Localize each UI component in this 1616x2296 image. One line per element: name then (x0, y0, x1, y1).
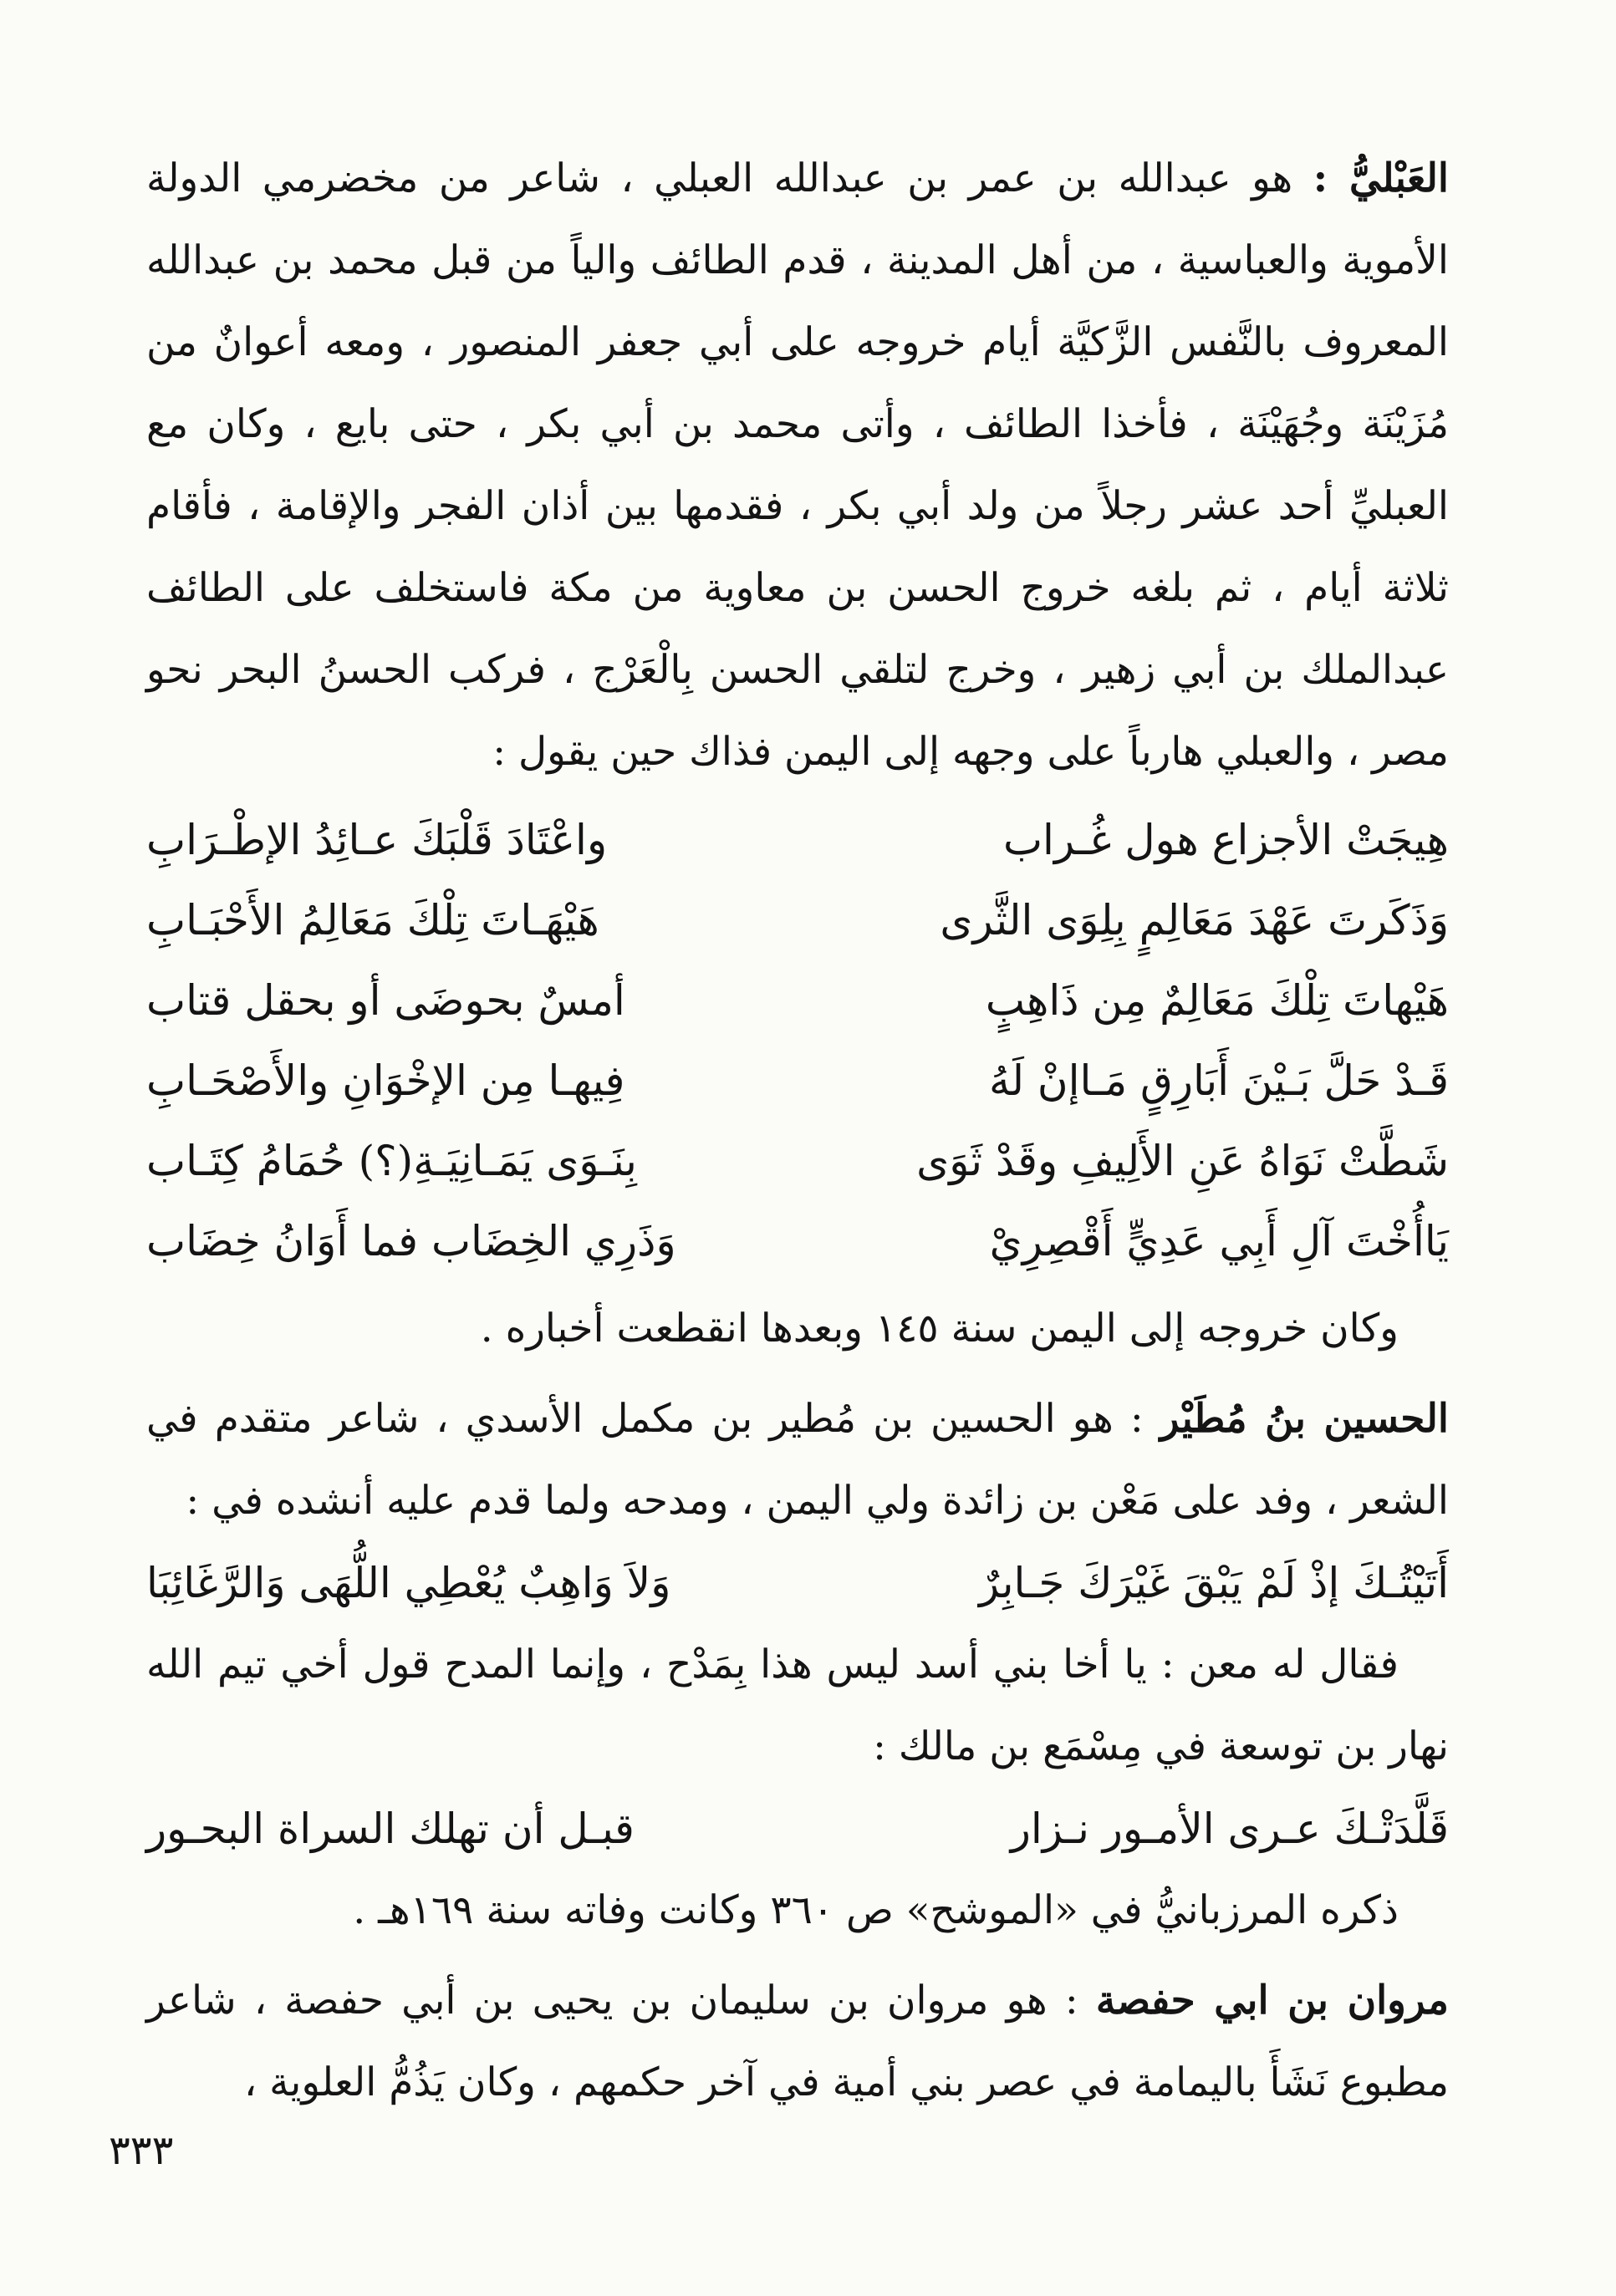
verse-hemistich-2: واعْتَادَ قَلْبَكَ عـائِدُ الإطْـرَابِ (146, 816, 608, 864)
entry-text: هو عبدالله بن عمر بن عبدالله العبلي ، شاعر من مخضرمي الدولة الأموية والعباسية ، من أهل المدينة ، قدم الطائف والياً من قبل محمد بن عبدالله المعروف بالنَّفس الزَّكيَّة أيام خروجه على أبي جعفر المنصور ، ومعه أعوانٌ من مُزَيْنَة وجُهَيْنَة ، فأخذا الطائف ، وأتى محمد بن أبي بكر ، حتى بايع ، وكان مع العبليِّ أحد عشر رجلاً من ولد أبي بكر ، فقدمها بين أذان الفجر والإقامة ، فأقام ثلاثة أيام ، ثم بلغه خروج الحسن بن معاوية من مكة فاستخلف على الطائف عبدالملك بن أبي زهير ، وخرج لتلقي الحسن بِالْعَرْج ، فركب الحسنُ البحر نحو مصر ، والعبلي هارباً على وجهه إلى اليمن فذاك حين يقول : (146, 155, 1449, 775)
entry-closing: وكان خروجه إلى اليمن سنة ١٤٥ وبعدها انقطعت أخباره . (480, 1306, 1399, 1352)
verse-hemistich-2: بِنَـوَى يَمَـانِيَـةِ(؟) حُمَامُ كِتَـاب (146, 1137, 637, 1185)
entry-text: : هو مروان بن سليمان بن يحيى بن أبي حفصة ، شاعر مطبوع نَشَأَ باليمامة في عصر بني أمية في آخر حكمهم ، وكان يَذُمُّ العلوية ، (146, 1978, 1449, 2105)
verse-hemistich-1: يَاأُخْتَ آلِ أَبِي عَدِيٍّ أَقْصِرِيْ (989, 1217, 1449, 1265)
entry-husayn-paragraph (146, 1378, 1449, 1542)
verse-line (146, 1121, 1449, 1201)
page-number: ٣٣٣ (109, 2127, 174, 2174)
entry-text-continued: فقال له معن : يا أخا بني أسد ليس هذا بِمَدْح ، وإنما المدح قول أخي تيم الله نهار بن توسعة في مِسْمَع بن مالك : (146, 1642, 1449, 1769)
verse-hemistich-1: قَـدْ حَلَّ بَـيْنَ أَبَارِقٍ مَـاإنْ لَهُ (988, 1056, 1449, 1105)
entry-abli-paragraph (146, 138, 1449, 793)
verse-hemistich-1: قَلَّدَتْـكَ عـرى الأمـور نـزار (1010, 1805, 1449, 1853)
verse-line (146, 1201, 1449, 1281)
verse-hemistich-1: أَتَيْتُـكَ إذْ لَمْ يَبْقَ غَيْرَكَ جَـابِرٌ (979, 1559, 1449, 1607)
verse-line (146, 1542, 1449, 1624)
verse-line (146, 960, 1449, 1041)
entry-closing: ذكره المرزبانيُّ في «الموشح» ص ٣٦٠ وكانت وفاته سنة ١٦٩هـ . (353, 1887, 1399, 1933)
verse-hemistich-2: قبـل أن تهلك السراة البحـور (146, 1805, 635, 1853)
verse-hemistich-2: فِيهـا مِن الإخْوَانِ والأَصْحَـابِ (146, 1056, 625, 1105)
verse-line (146, 1788, 1449, 1870)
verse-hemistich-2: وَذَرِي الخِضَاب فما أَوَانُ خِضَاب (146, 1217, 676, 1265)
entry-name: الحسين بنُ مُطَيْر (1160, 1396, 1449, 1442)
entry-text: : هو الحسين بن مُطير بن مكمل الأسدي ، شاعر متقدم في الشعر ، وفد على مَعْن بن زائدة ولي اليمن ، ومدحه ولما قدم عليه أنشده في : (146, 1396, 1449, 1524)
entry-name: العَبْليُّ : (1313, 155, 1449, 201)
verse-hemistich-2: هَيْهَـاتَ تِلْكَ مَعَالِمُ الأَحْبَـابِ (146, 896, 599, 944)
verse-line (146, 1041, 1449, 1121)
verse-hemistich-1: وَذَكَرتَ عَهْدَ مَعَالِمٍ بِلِوَى الثَّرى (940, 896, 1449, 944)
verse-line (146, 880, 1449, 960)
entry-marwan (146, 1960, 1449, 2124)
entry-marwan-paragraph (146, 1960, 1449, 2124)
entry-husayn (146, 1378, 1449, 1952)
verse-hemistich-1: هَيْهاتَ تِلْكَ مَعَالِمٌ مِن ذَاهِبٍ (985, 976, 1449, 1025)
entry-name: مروان بن ابي حفصة (1095, 1978, 1449, 2024)
verse-hemistich-1: شَطَّتْ نَوَاهُ عَنِ الأَلِيفِ وقَدْ ثَوَى (916, 1137, 1449, 1185)
verse-line (146, 800, 1449, 880)
poem (146, 800, 1449, 1281)
verse-hemistich-2: أمسٌ بحوضَى أو بحقل قتاب (146, 976, 625, 1025)
entry-abli (146, 138, 1449, 1370)
verse-hemistich-2: وَلاَ وَاهِبٌ يُعْطِي اللُّهَى وَالرَّغَائِبَا (146, 1559, 671, 1607)
verse-hemistich-1: هِيجَتْ الأجزاع هول غُـراب (1002, 816, 1449, 864)
